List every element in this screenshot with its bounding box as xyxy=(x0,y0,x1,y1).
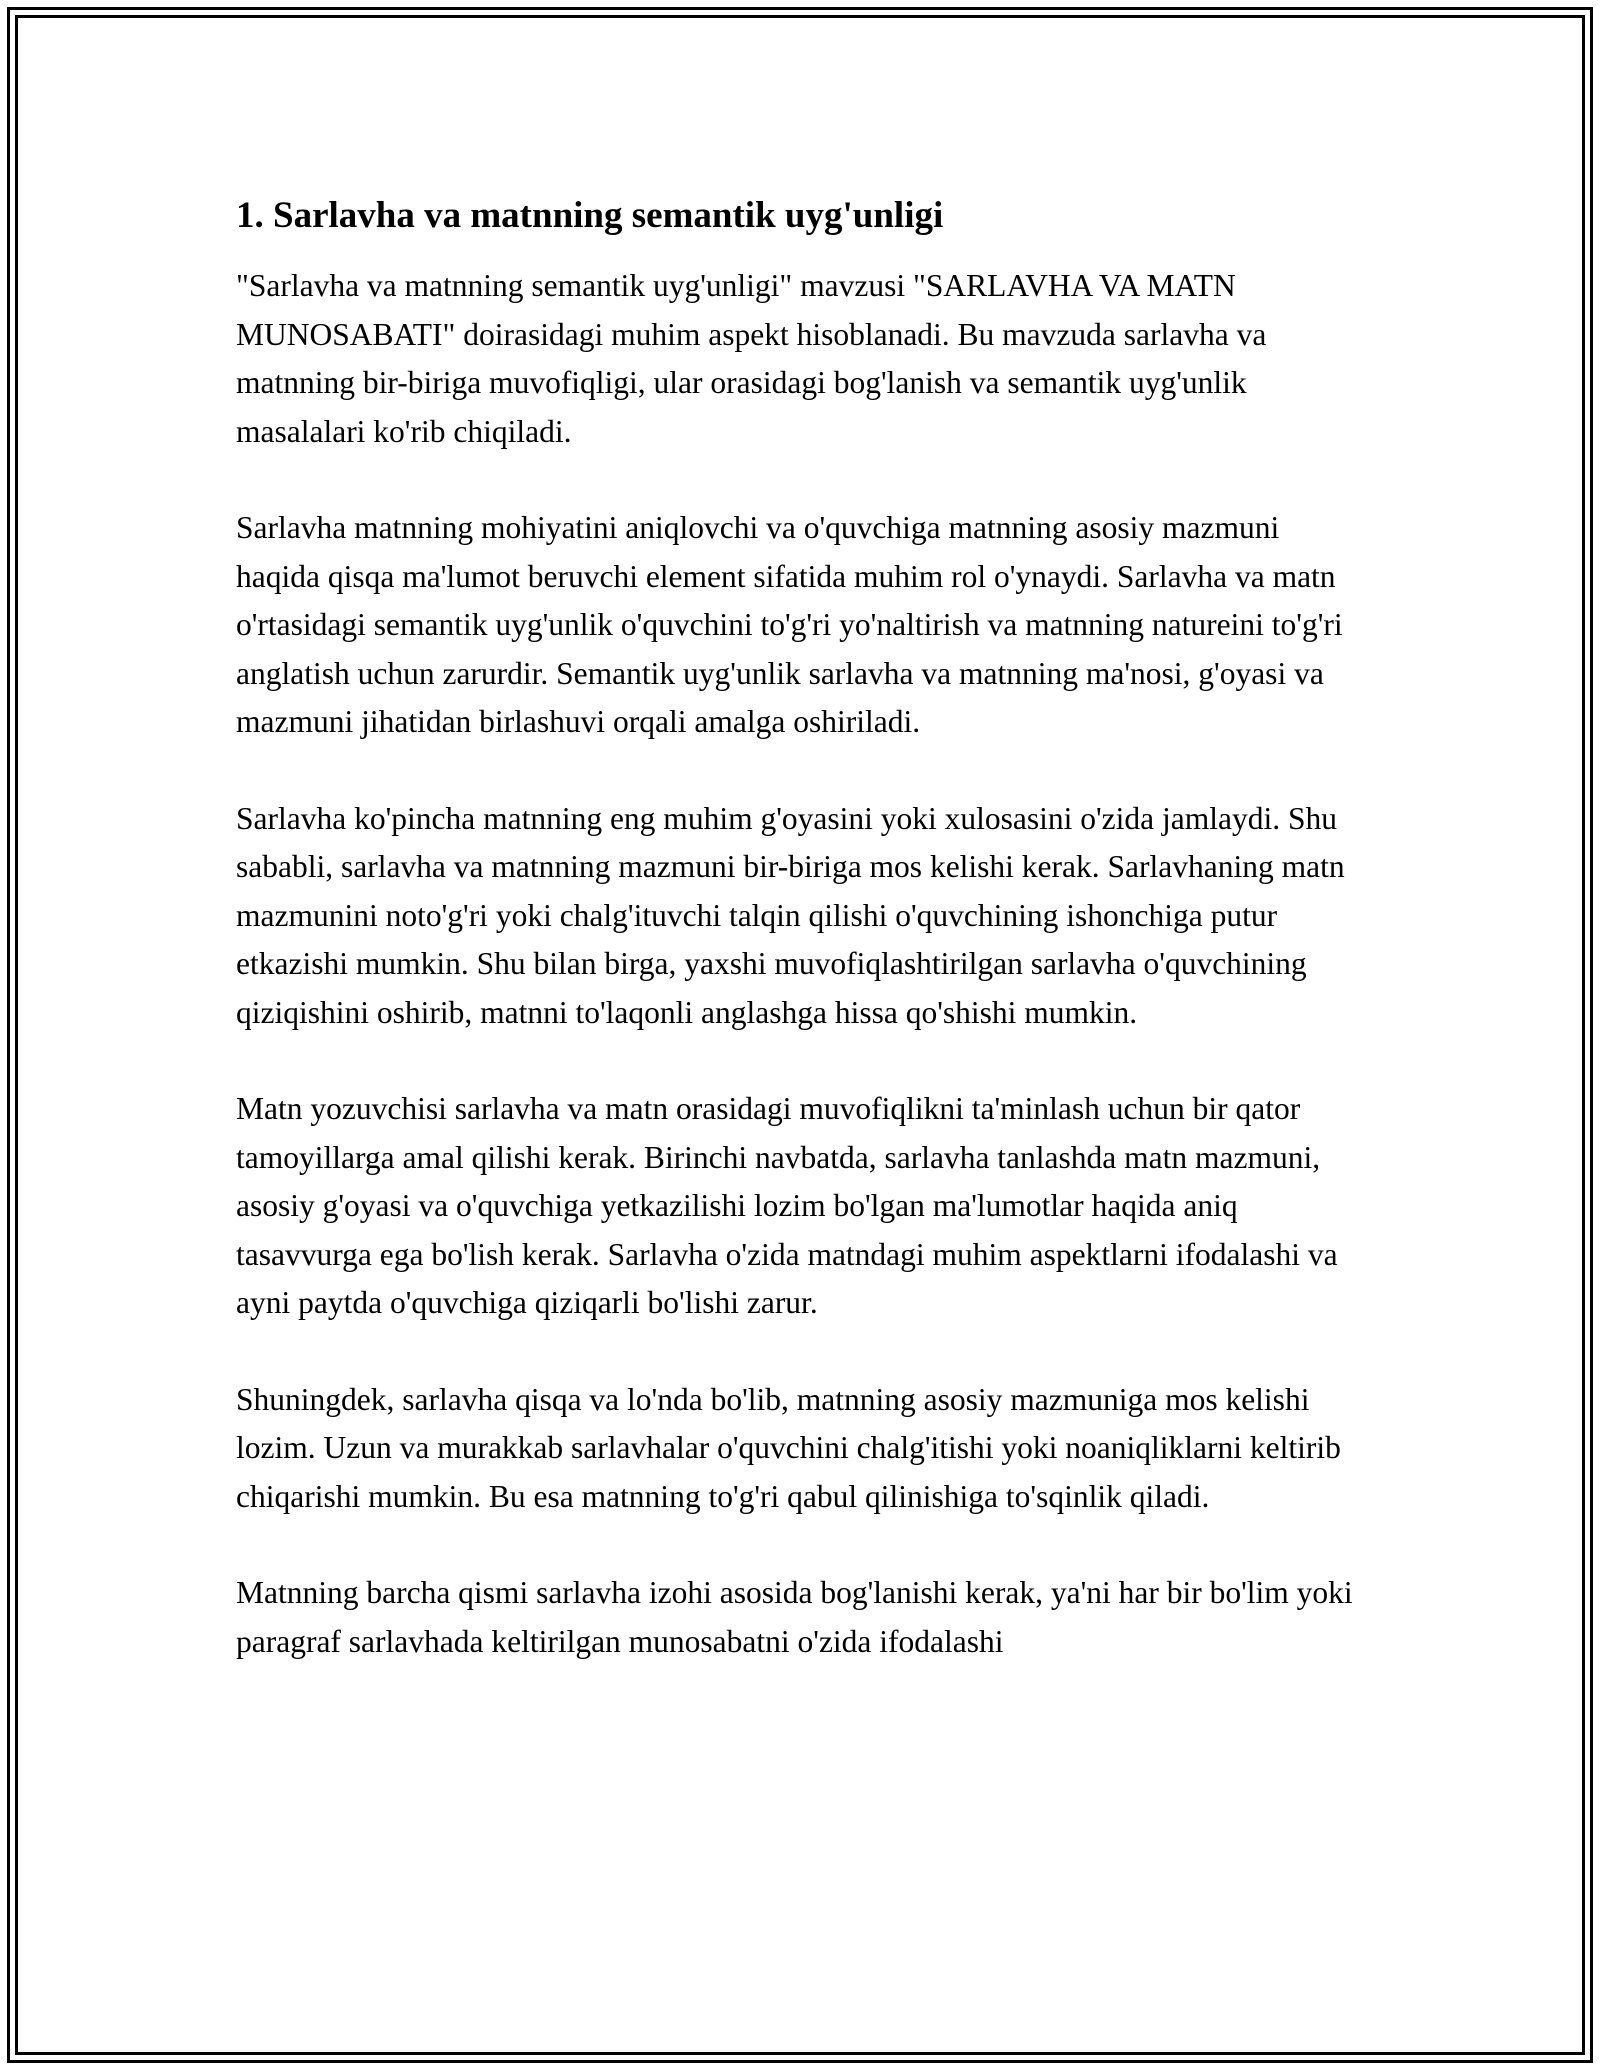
section-heading: 1. Sarlavha va matnning semantik uyg'unligi xyxy=(236,195,944,236)
paragraph-2: Sarlavha matnning mohiyatini aniqlovchi va o'quvchiga matnning asosiy mazmuni haqida qisqa ma'lumot beruvchi element sifatida muhim rol o'ynaydi. Sarlavha va matn o'rtasidagi semantik uyg'unlik o'quvchini to'g'ri yo'naltirish va matnning natureini to'g'ri anglatish uchun zarurdir. Semantik uyg'unlik sarlavha va matnning ma'nosi, g'oyasi va mazmuni jihatidan birlashuvi orqali amalga oshiriladi. xyxy=(236,510,1343,739)
paragraph-3: Sarlavha ko'pincha matnning eng muhim g'oyasini yoki xulosasini o'zida jamlaydi. Shu sababli, sarlavha va matnning mazmuni bir-biriga mos kelishi kerak. Sarlavhaning matn mazmunini noto'g'ri yoki chalg'ituvchi talqin qilishi o'quvchining ishonchiga putur etkazishi mumkin. Shu bilan birga, yaxshi muvofiqlashtirilgan sarlavha o'quvchining qiziqishini oshirib, matnni to'laqonli anglashga hissa qo'shishi mumkin. xyxy=(236,800,1345,1030)
paragraph-6: Matnning barcha qismi sarlavha izohi asosida bog'lanishi kerak, ya'ni har bir bo'lim yoki paragraf sarlavhada keltirilgan munosabatni o'zida ifodalashi xyxy=(236,1575,1353,1659)
paragraph-4: Matn yozuvchisi sarlavha va matn orasidagi muvofiqlikni ta'minlash uchun bir qator tamoyillarga amal qilishi kerak. Birinchi navbatda, sarlavha tanlashda matn mazmuni, asosiy g'oyasi va o'quvchiga yetkazilishi lozim bo'lgan ma'lumotlar haqida aniq tasavvurga ega bo'lish kerak. Sarlavha o'zida matndagi muhim aspektlarni ifodalashi va ayni paytda o'quvchiga qiziqarli bo'lishi zarur. xyxy=(236,1091,1338,1320)
paragraph-1: "Sarlavha va matnning semantik uyg'unligi" mavzusi "SARLAVHA VA MATN MUNOSABATI" doirasidagi muhim aspekt hisoblanadi. Bu mavzuda sarlavha va matnning bir-biriga muvofiqligi, ular orasidagi bog'lanish va semantik uyg'unlik masalalari ko'rib chiqiladi. xyxy=(236,268,1267,449)
paragraph-5: Shuningdek, sarlavha qisqa va lo'nda bo'lib, matnning asosiy mazmuniga mos kelishi lozim. Uzun va murakkab sarlavhalar o'quvchini chalg'itishi yoki noaniqliklarni keltirib chiqarishi mumkin. Bu esa matnning to'g'ri qabul qilinishiga to'sqinlik qiladi. xyxy=(236,1381,1341,1514)
document-body xyxy=(236,188,1366,1714)
